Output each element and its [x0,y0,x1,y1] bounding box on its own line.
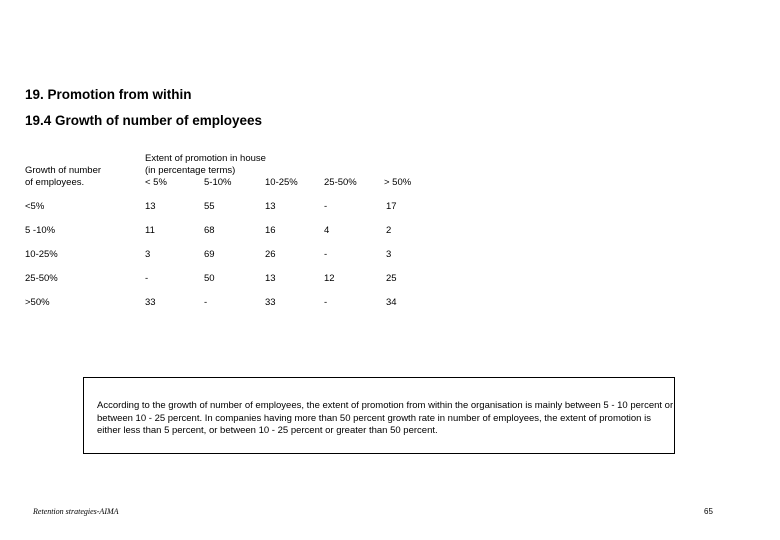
table-cell: 68 [204,225,215,236]
table-cell: 33 [265,297,276,308]
table-cell: 3 [145,249,151,260]
table-cell: 13 [145,201,156,212]
subsection-title: 19.4 Growth of number of employees [25,113,263,128]
footer-source: Retention strategies-AIMA [33,507,119,516]
row-header [25,165,101,189]
table-cell: - [324,297,328,308]
column-header: > 50% [384,177,412,188]
table-cell: 33 [145,297,156,308]
section-title: 19. Promotion from within [25,87,192,102]
table-cell: 50 [204,273,215,284]
row-label: >50% [25,297,50,308]
column-header: 5-10% [204,177,232,188]
column-group-header-line2: (in percentage terms) [145,165,236,176]
table-cell: - [204,297,208,308]
table-cell: - [145,273,149,284]
table-cell: - [324,201,328,212]
table-cell: 55 [204,201,215,212]
table-cell: 11 [145,225,155,236]
row-label: 10-25% [25,249,58,260]
page-number: 65 [704,507,713,516]
summary-text: According to the growth of number of employees, the extent of promotion from within the organisation is mainly between 5 - 10 percent or between 10 - 25 percent. In companies having more than 50 percent growth rate in number of employees, the extent of promotion is either less than 5 percent, or between 10 - 25 percent or greater than 50 percent. [97,400,674,436]
row-header-line2: of employees. [25,177,85,188]
row-label: 25-50% [25,273,58,284]
column-header: 25-50% [324,177,357,188]
table-cell: 69 [204,249,215,260]
table-cell: 2 [386,225,392,236]
column-group-header [145,153,266,177]
table-cell: 12 [324,273,335,284]
column-group-header-line1: Extent of promotion in house [145,153,266,164]
column-header: 10-25% [265,177,298,188]
row-label: <5% [25,201,45,212]
column-header: < 5% [145,177,167,188]
table-cell: - [324,249,328,260]
table-cell: 17 [386,201,397,212]
row-label: 5 -10% [25,225,56,236]
table-cell: 16 [265,225,276,236]
table-cell: 13 [265,201,276,212]
table-cell: 3 [386,249,392,260]
table-cell: 25 [386,273,397,284]
table-cell: 4 [324,225,330,236]
table-cell: 13 [265,273,276,284]
table-cell: 26 [265,249,276,260]
row-header-line1: Growth of number [25,165,102,176]
table-cell: 34 [386,297,397,308]
